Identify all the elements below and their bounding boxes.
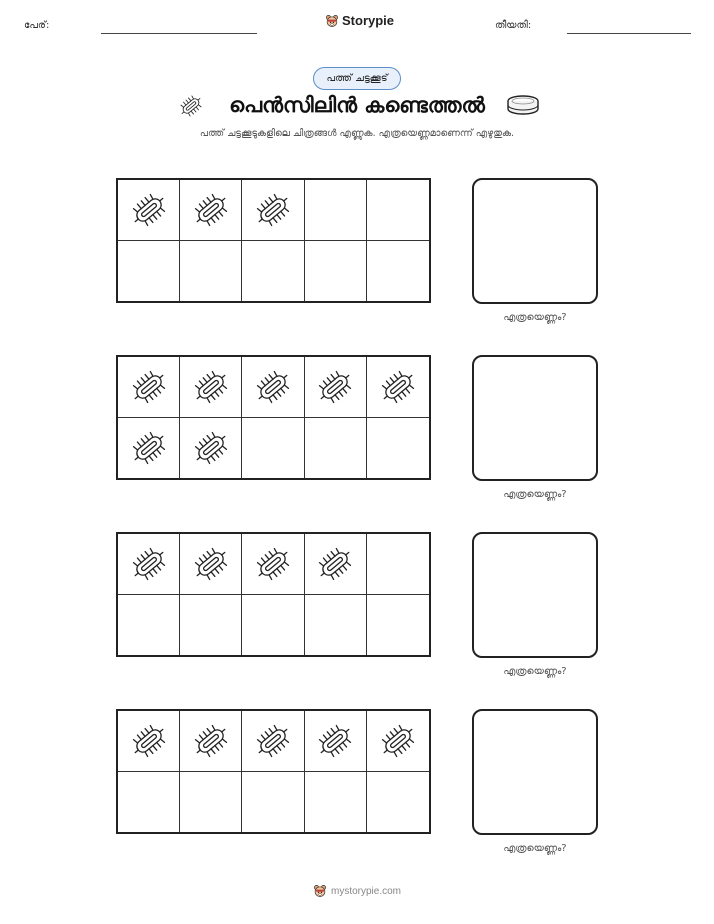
bacteria-icon	[129, 367, 169, 407]
answer-label-4: എത്രയെണ്ണം?	[503, 843, 567, 854]
ten-frame-cell	[305, 595, 367, 656]
bacteria-icon	[129, 428, 169, 468]
instructions: പത്ത് ചട്ടക്കൂടുകളിലെ ചിത്രങ്ങൾ എണ്ണുക. എത്രയെണ്ണമാണെന്ന് എഴുതുക.	[199, 128, 515, 139]
ten-frame-cell	[180, 711, 242, 772]
ten-frame-cell	[242, 711, 304, 772]
ten-frame-cell	[242, 595, 304, 656]
ten-frame-cell	[118, 595, 180, 656]
bacteria-icon	[378, 721, 418, 761]
ten-frame-4	[116, 709, 431, 834]
answer-box-3[interactable]	[472, 532, 598, 658]
answer-label-2: എത്രയെണ്ണം?	[503, 489, 567, 500]
ten-frame-cell	[180, 180, 242, 241]
bacteria-icon	[191, 190, 231, 230]
ten-frame-cell	[305, 241, 367, 302]
ten-frame-2	[116, 355, 431, 480]
bear-mascot-icon	[313, 884, 327, 898]
ten-frame-cell	[367, 772, 429, 833]
bacteria-icon	[315, 721, 355, 761]
answer-box-1[interactable]	[472, 178, 598, 304]
name-line	[101, 33, 257, 34]
footer-url: mystorypie.com	[330, 885, 401, 897]
bacteria-icon	[315, 544, 355, 584]
ten-frame-cell	[367, 711, 429, 772]
ten-frame-cell	[242, 180, 304, 241]
footer	[0, 884, 714, 898]
ten-frame-cell	[180, 595, 242, 656]
ten-frame-cell	[242, 357, 304, 418]
ten-frame-cell	[180, 357, 242, 418]
ten-frame-cell	[367, 241, 429, 302]
bacteria-icon	[129, 721, 169, 761]
ten-frame-cell	[305, 772, 367, 833]
ten-frame-cell	[118, 418, 180, 479]
ten-frame-cell	[367, 534, 429, 595]
bacteria-icon	[129, 190, 169, 230]
worksheet-type-badge: പത്ത് ചട്ടക്കൂട്	[313, 67, 401, 90]
ten-frame-cell	[367, 180, 429, 241]
answer-box-2[interactable]	[472, 355, 598, 481]
bacteria-icon	[191, 428, 231, 468]
ten-frame-cell	[367, 357, 429, 418]
ten-frame-1	[116, 178, 431, 303]
page-title: പെൻസിലിൻ കണ്ടെത്തൽ	[229, 93, 485, 117]
ten-frame-cell	[118, 772, 180, 833]
ten-frame-cell	[180, 772, 242, 833]
bacteria-icon	[253, 367, 293, 407]
ten-frame-cell	[305, 180, 367, 241]
ten-frame-cell	[118, 180, 180, 241]
bacteria-icon	[191, 367, 231, 407]
bacteria-icon	[253, 721, 293, 761]
bear-mascot-icon	[325, 14, 339, 28]
bacteria-icon	[253, 544, 293, 584]
bacteria-icon	[253, 190, 293, 230]
bacteria-icon	[129, 544, 169, 584]
ten-frame-cell	[305, 534, 367, 595]
ten-frame-cell	[305, 418, 367, 479]
ten-frame-cell	[118, 357, 180, 418]
ten-frame-cell	[305, 711, 367, 772]
ten-frame-cell	[305, 357, 367, 418]
bacteria-icon	[378, 367, 418, 407]
bacteria-icon	[191, 721, 231, 761]
ten-frame-cell	[367, 418, 429, 479]
petri-dish-icon	[506, 94, 540, 118]
brand-logo	[325, 13, 394, 28]
ten-frame-cell	[118, 534, 180, 595]
ten-frame-cell	[242, 772, 304, 833]
answer-label-1: എത്രയെണ്ണം?	[503, 312, 567, 323]
ten-frame-cell	[180, 418, 242, 479]
answer-box-4[interactable]	[472, 709, 598, 835]
answer-label-3: എത്രയെണ്ണം?	[503, 666, 567, 677]
ten-frame-cell	[242, 534, 304, 595]
ten-frame-cell	[242, 418, 304, 479]
ten-frame-3	[116, 532, 431, 657]
ten-frame-cell	[180, 241, 242, 302]
bacteria-icon	[315, 367, 355, 407]
date-label: തീയതി:	[495, 20, 532, 31]
bacteria-icon	[191, 544, 231, 584]
ten-frame-cell	[118, 241, 180, 302]
brand-name: Storypie	[342, 13, 395, 28]
ten-frame-cell	[180, 534, 242, 595]
ten-frame-cell	[118, 711, 180, 772]
ten-frame-cell	[367, 595, 429, 656]
date-line	[567, 33, 691, 34]
ten-frame-cell	[242, 241, 304, 302]
name-label: പേര്:	[24, 20, 50, 31]
